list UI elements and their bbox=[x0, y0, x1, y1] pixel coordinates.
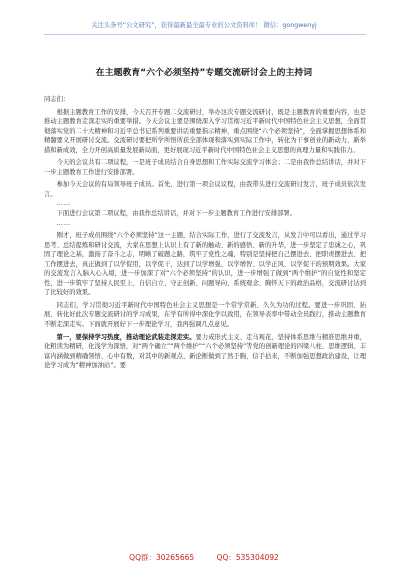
paragraph-4: 下面进行会议第二项议程，由我作总结讲话，并对下一步主题教育工作进行安排部署。 bbox=[56, 210, 296, 218]
footer-qq-group: QQ群：30265665 bbox=[129, 553, 195, 562]
header-divider bbox=[44, 34, 366, 35]
separator: …… bbox=[56, 219, 72, 227]
document-body bbox=[44, 95, 366, 371]
footer-qq: QQ：535304092 bbox=[216, 553, 279, 562]
separator: …… bbox=[56, 200, 72, 208]
document-title: 在主题教育“六个必须坚持”专题交流研讨会上的主持词 bbox=[95, 68, 313, 78]
paragraph-3: 参加今天会议的有局领导班子成员。首先，进行第一项会议议程，由我带头进行交流研讨发言，班子成员依次发言。 bbox=[44, 181, 366, 198]
salutation: 同志们： bbox=[44, 96, 70, 103]
header-banner: 关注头条号“公文研究”，获得最新最全最专业的公文资料库！ 微信：gongwenyj bbox=[91, 22, 317, 29]
paragraph-5: 刚才，班子成员围绕“六个必须坚持”这一主题，结合实际工作，进行了交流发言，从发言中可以看出，通过学习思考、总结提炼和研讨交流，大家在思想上认识上有了新的触动、新的感悟、新的升华，进一步坚定了忠诚之心，巩固了理论之基，激扬了奋斗之志，明晰了破题之路，筑牢了党性之魂，特别是坚持把自己摆进去、把职责摆进去、把工作摆进去，真正做到了以学促用，以学促干，达到了以学增强、以学增智、以学正风、以学促干的预期效果。大家的交流发言入脑入心入境，进一步加深了对“六个必须坚持”的认识，进一步增强了做到“两个维护”的自觉性和坚定性，进一步筑牢了坚持人民至上、自信自立、守正创新、问题导向、系统观念、胸怀天下的政治品格，交流研讨达到了比较好的效果。 bbox=[44, 232, 366, 297]
paragraph-1: 根据主题教育工作的安排，今天召开专题二交流研讨，举办这次专题交流研讨，既是主题教育的重要内容，也是推动主题教育走深走实的重要举措。今天会议主要是围绕深入学习贯彻习近平新时代中国特色社会主义思想，全面贯彻落实党的二十大精神和习近平总书记系列重要讲话重要指示精神，重点围绕“六个必须坚持”，全面掌握思想体系和精髓要义开展研讨交流。交流研讨要把所学所悟所获全部体现和落实到实际工作中，转化为干事创业的新动力、新举措和新成效，全力开创高质量发展新局面，更好展现习近平新时代中国特色社会主义思想的真理力量和实践伟力。 bbox=[44, 108, 366, 154]
paragraph-7 bbox=[44, 333, 366, 371]
paragraph-2: 今天的会议共有二项议程，一是班子成员结合自身思想和工作实际交流学习体会；二是由我作总结讲话，并对下一步主题教育工作进行安排部署。 bbox=[44, 159, 366, 176]
footer bbox=[0, 553, 408, 563]
paragraph-6: 同志们，学习贯彻习近平新时代中国特色社会主义思想是一个常学常新、久久为功的过程。要进一步巩固、拓展、转化好此次专题交流研讨的学习成果，在学有所得中深化学以致用，在领导表率中带动全员践行，推动主题教育不断走深走实。下面就开展好下一步理论学习，我再强调几点意见。 bbox=[44, 301, 366, 329]
point-heading: 第一，要保持学习热度，推动理论武装走深走实。 bbox=[56, 333, 196, 341]
point-text: 要力戒形式主义、走马观花，坚持体系思维与精准思维并重，化粗读为精研，化浅学为深悟，对“两个确立”“两个维护”“六个必须坚持”等党的创新理论的四梁八柱、思维逻辑、丰富内涵做到精确领悟、心中有数，对其中的新观点、新论断做到了然于胸、信手拈来，不断加强思想政治建设，让理论学习成为“精神加油站”。要 bbox=[44, 333, 367, 370]
